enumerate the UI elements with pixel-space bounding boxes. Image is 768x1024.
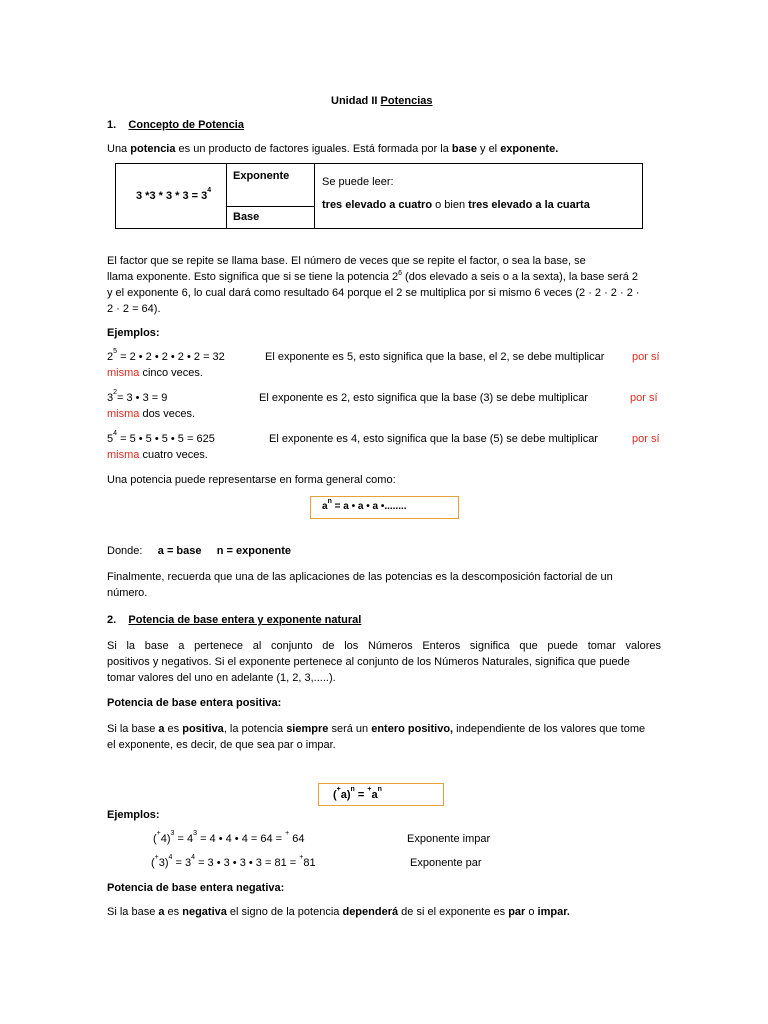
section-1-heading: 1. Concepto de Potencia — [107, 119, 244, 131]
positive-example-1-label: Exponente impar — [407, 833, 491, 845]
example-2-red: por sí — [630, 392, 658, 404]
negative-title: Potencia de base entera negativa: — [107, 882, 285, 894]
example-1-tail: misma cinco veces. — [107, 367, 203, 379]
closing-paragraph: Finalmente, recuerda que una de las aplicaciones de las potencias es la descomposición factorial de un número. — [107, 571, 613, 599]
positive-formula-box — [318, 783, 444, 806]
positive-example-2: $(^+3)^4 = 3^4 = 3$ • 3 • 3 • 3 = 81 = +81 — [151, 854, 316, 869]
examples-title: Ejemplos: — [107, 327, 160, 339]
example-3-expression: $5^4 = 5$ • 5 • 5 • 5 = 625 — [107, 430, 215, 445]
page-title: Unidad II Potencias — [331, 95, 433, 107]
example-1-expression: $2^5 = 2$ • 2 • 2 • 2 • 2 = 32 — [107, 348, 225, 363]
example-2-expression: $3^2= 3$ • 3 = 9 — [107, 389, 168, 404]
general-formula: $a^n = a$ • a • a •........ — [322, 498, 407, 512]
examples-title-2: Ejemplos: — [107, 809, 160, 821]
example-2-tail: misma dos veces. — [107, 408, 196, 420]
power-expression: 3 $*3 * 3 * 3 = 3^4$ — [136, 187, 212, 202]
example-3-tail: misma cuatro veces. — [107, 449, 208, 461]
positive-text: Si la base a es positiva, la potencia siempre será un entero positivo, independiente de los valores que tome el exponente, es decir, de que sea par o impar. — [107, 723, 646, 751]
base-label: Base — [233, 211, 260, 223]
positive-formula: $(^+a)^n = ^+a^n$ — [333, 786, 382, 801]
example-1-red: por sí — [632, 351, 660, 363]
example-1-text: El exponente es 5, esto significa que la base, el 2, se debe multiplicar — [265, 351, 605, 363]
read-label: Se puede leer: — [322, 176, 394, 188]
general-intro: Una potencia puede representarse en forma general como: — [107, 474, 396, 486]
concept-table — [115, 163, 643, 229]
general-formula-box — [310, 496, 459, 519]
example-2-text: El exponente es 2, esto significa que la base (3) se debe multiplicar — [259, 392, 588, 404]
section-2-heading: 2. Potencia de base entera y exponente natural — [107, 614, 362, 626]
positive-example-1: $(^+4)^3 = 4^3 = 4$ • 4 • 4 = 64 = + 64 — [153, 830, 305, 845]
example-3-text: El exponente es 4, esto significa que la base (5) se debe multiplicar — [269, 433, 598, 445]
read-text: tres elevado a cuatro o bien tres elevado a la cuarta — [322, 199, 590, 211]
positive-title: Potencia de base entera positiva: — [107, 697, 282, 709]
where-line: Donde: a = base n = exponente — [107, 545, 292, 557]
exponent-label: Exponente — [233, 170, 290, 182]
example-3-red: por sí — [632, 433, 660, 445]
section-2-paragraph: Si la base a pertenece al conjunto de los Números Enteros significa que puede tomar valores positivos y negativos. Si el exponente pertenece al conjunto de los Números Naturales, significa que puede tomar valores del uno en adelante (1, 2, 3,.....). — [107, 640, 661, 684]
negative-text: Si la base a es negativa el signo de la potencia dependerá de si el exponente es par o impar. — [107, 906, 570, 918]
positive-example-2-label: Exponente par — [410, 857, 482, 869]
section-1-intro: Una potencia es un producto de factores iguales. Está formada por la base y el exponente. — [107, 143, 559, 155]
explanation-paragraph: El factor que se repite se llama base. El número de veces que se repite el factor, o sea la base, se llama exponente. Esto significa que si se tiene la potencia $2^6$ (dos elevado a seis o a la sexta), la base será 2 y el exponente 6, lo cual dará como resultado 64 porque el 2 se multiplica por si mismo 6 veces (2 · 2 · 2 · 2 · 2 · 2 = 64). — [107, 255, 640, 315]
